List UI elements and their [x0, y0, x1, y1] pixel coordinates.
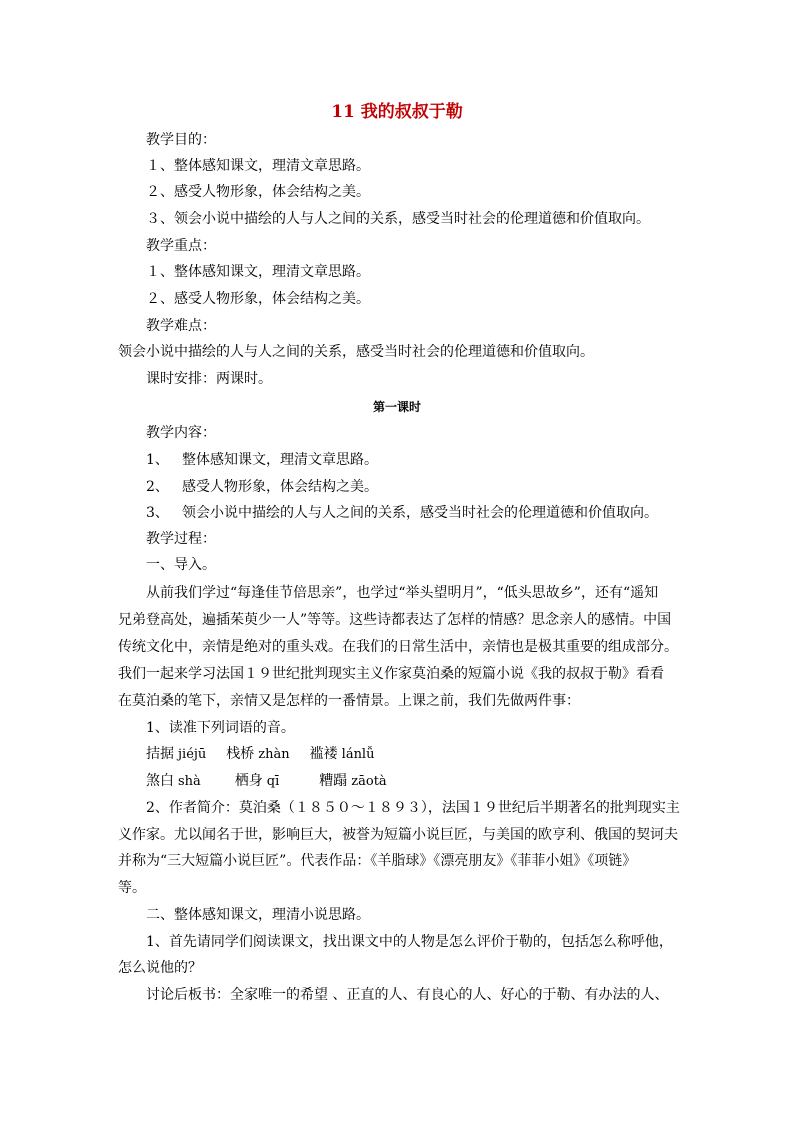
vocab-row — [146, 744, 374, 765]
vocab-word: 糟蹋 — [319, 773, 348, 789]
intro-paragraph-line: 传统文化中，亲情是绝对的重头戏。在我们的日常生活中，亲情也是极其重要的组成部分。 — [118, 639, 678, 655]
goal-item: ３、领会小说中描绘的人与人之间的关系，感受当时社会的伦理道德和价值取向。 — [146, 211, 650, 227]
author-paragraph-line: 2、作者简介：莫泊桑（１８５０～１８９３），法国１９世纪后半期著名的批判现实主 — [146, 800, 680, 816]
board-notes: 讨论后板书：全家唯一的希望 、正直的人、有良心的人、好心的于勒、有办法的人、 — [146, 987, 669, 1003]
content-item-text: 整体感知课文，理清文章思路。 — [182, 452, 378, 468]
content-item-number: 1、 — [146, 452, 169, 468]
vocab-row — [146, 771, 387, 792]
step-task-line: 怎么说他的？ — [118, 960, 202, 976]
content-item — [146, 503, 658, 523]
vocab-pinyin: qī — [266, 774, 280, 789]
vocab-word: 煞白 — [146, 773, 174, 789]
vocab-pinyin: zāotà — [351, 774, 387, 789]
goal-item: ２、感受人物形象，体会结构之美。 — [146, 184, 370, 200]
content-item-number: 2、 — [146, 479, 169, 495]
process-label: 教学过程： — [146, 531, 216, 547]
content-item-number: 3、 — [146, 505, 169, 521]
vocab-pinyin: zhàn — [258, 747, 290, 762]
goal-item: １、整体感知课文，理清文章思路。 — [146, 158, 370, 174]
key-point-item: ２、感受人物形象，体会结构之美。 — [146, 291, 370, 307]
intro-paragraph-line: 我们一起来学习法国１９世纪批判现实主义作家莫泊桑的短篇小说《我的叔叔于勒》看看 — [118, 666, 664, 682]
step-task-line: 1、首先请同学们阅读课文，找出课文中的人物是怎么评价于勒的，包括怎么称呼他， — [146, 934, 673, 950]
document-title: 11 我的叔叔于勒 — [331, 102, 463, 122]
task-item: 1、读准下列词语的音。 — [146, 720, 295, 736]
step-heading: 一、导入。 — [146, 557, 216, 573]
content-item-text: 领会小说中描绘的人与人之间的关系，感受当时社会的伦理道德和价值取向。 — [182, 505, 658, 521]
author-paragraph-line: 并称为“三大短篇小说巨匠”。代表作品：《羊脂球》《漂亮朋友》《菲菲小姐》《项链》 — [118, 853, 637, 869]
step-heading: 二、整体感知课文，理清小说思路。 — [146, 907, 370, 923]
intro-paragraph-line: 从前我们学过“每逢佳节倍思亲”，也学过“举头望明月”，“低头思故乡”，还有“遥知 — [146, 585, 659, 601]
content-label: 教学内容： — [146, 425, 216, 441]
intro-paragraph-line: 兄弟登高处，遍插茱萸少一人”等等。这些诗都表达了怎样的情感？思念亲人的感情。中国 — [118, 612, 672, 628]
goals-label: 教学目的： — [146, 132, 216, 148]
difficulty-text: 领会小说中描绘的人与人之间的关系，感受当时社会的伦理道德和价值取向。 — [118, 344, 594, 360]
schedule-text: 课时安排：两课时。 — [146, 371, 272, 387]
author-paragraph-line: 等。 — [118, 880, 146, 896]
difficulty-label: 教学难点： — [146, 318, 216, 334]
vocab-pinyin: jiéjū — [178, 747, 207, 762]
key-point-item: １、整体感知课文，理清文章思路。 — [146, 264, 370, 280]
lesson1-title: 第一课时 — [372, 400, 421, 414]
content-item-text: 感受人物形象，体会结构之美。 — [182, 479, 378, 495]
vocab-word: 褴褛 — [309, 746, 338, 762]
author-paragraph-line: 义作家。尤以闻名于世，影响巨大，被誉为短篇小说巨匠，与美国的欧亨利、俄国的契诃夫 — [118, 827, 678, 843]
vocab-pinyin: lánlǚ — [341, 747, 375, 762]
vocab-pinyin: shà — [178, 774, 201, 789]
vocab-word: 栈桥 — [226, 746, 255, 762]
content-item — [146, 477, 378, 497]
vocab-word: 拮据 — [146, 746, 174, 762]
intro-paragraph-line: 在莫泊桑的笔下，亲情又是怎样的一番情景。上课之前，我们先做两件事： — [118, 693, 580, 709]
vocab-word: 栖身 — [234, 773, 263, 789]
content-item — [146, 450, 378, 470]
key-label: 教学重点： — [146, 238, 216, 254]
